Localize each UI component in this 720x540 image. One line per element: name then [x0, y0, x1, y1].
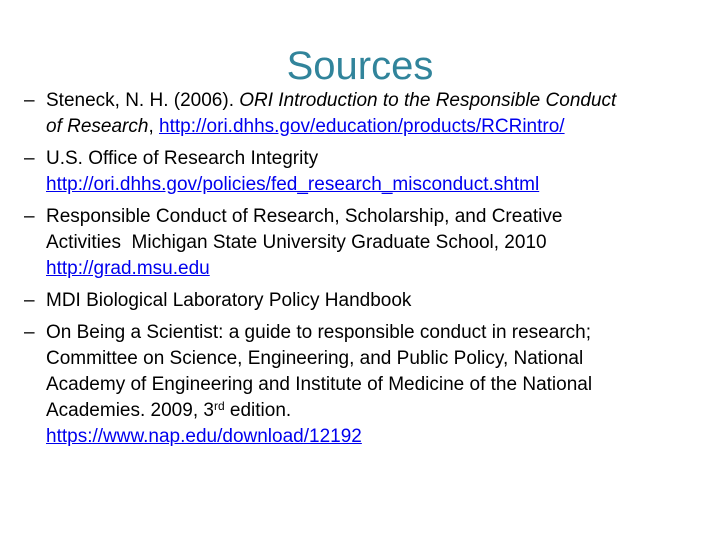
source-title-italic: ORI Introduction to the Responsible Conduct: [239, 90, 617, 111]
slide-title: Sources: [286, 44, 434, 88]
source-text: On Being a Scientist: a guide to responsible conduct in research;: [46, 322, 591, 343]
source-text: Responsible Conduct of Research, Scholarship, and Creative: [46, 206, 563, 227]
source-text: U.S. Office of Research Integrity: [46, 148, 319, 169]
source-item-ori: [24, 146, 704, 198]
source-text: Academy of Engineering and Institute of Medicine of the National: [46, 374, 593, 395]
source-link[interactable]: https://www.nap.edu/download/12192: [46, 426, 362, 447]
source-item-scientist: [24, 320, 704, 450]
source-item-mdi: [24, 288, 704, 314]
dash-bullet: –: [24, 290, 35, 311]
dash-bullet: –: [24, 90, 35, 111]
source-text: edition.: [224, 400, 292, 421]
source-link[interactable]: http://ori.dhhs.gov/education/products/RCRintro/: [159, 116, 565, 137]
dash-bullet: –: [24, 148, 35, 169]
source-title-italic-continued: of Research: [46, 116, 149, 137]
source-text: Committee on Science, Engineering, and Public Policy, National: [46, 348, 584, 369]
source-text: Academies. 2009, 3: [46, 400, 214, 421]
source-text: Activities Michigan State University Graduate School, 2010: [46, 232, 547, 253]
dash-bullet: –: [24, 322, 35, 343]
source-text: MDI Biological Laboratory Policy Handbook: [46, 290, 412, 311]
ordinal-superscript: rd: [213, 399, 225, 413]
source-text: Steneck, N. H. (2006).: [46, 90, 240, 111]
source-item-steneck: [24, 88, 704, 140]
source-link[interactable]: http://ori.dhhs.gov/policies/fed_research_misconduct.shtml: [46, 174, 540, 195]
source-link[interactable]: http://grad.msu.edu: [46, 258, 210, 279]
sources-list: [24, 88, 704, 456]
source-item-msu: [24, 204, 704, 282]
dash-bullet: –: [24, 206, 35, 227]
source-separator: ,: [148, 116, 160, 137]
